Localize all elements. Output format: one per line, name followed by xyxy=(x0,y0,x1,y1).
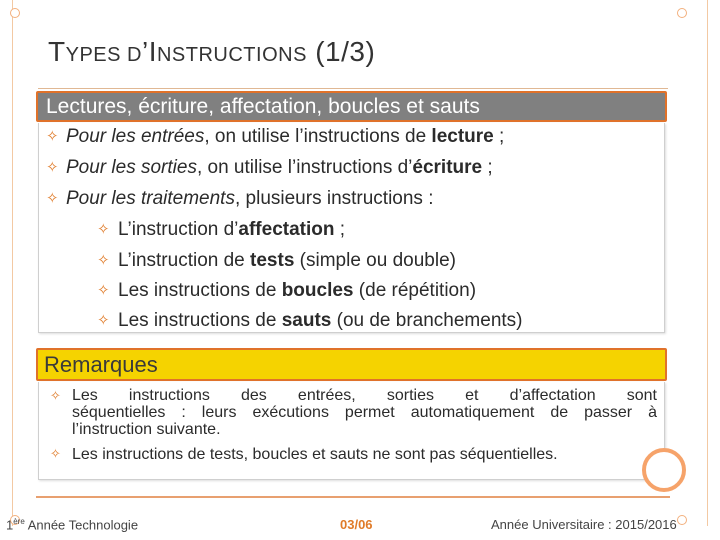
title-part: YPES D xyxy=(65,44,142,66)
title-part: ’I xyxy=(141,36,157,67)
corner-dot-icon xyxy=(677,8,687,18)
sub-bullet-item: L’instruction de tests (simple ou double) xyxy=(118,250,456,271)
remark-line: l’instruction suivante. xyxy=(72,421,221,438)
sub-bullet-item: Les instructions de boucles (de répétition) xyxy=(118,280,477,301)
remark-line: Les instructions de tests, boucles et sauts ne sont pas séquentielles. xyxy=(72,446,558,463)
corner-dot-icon xyxy=(10,8,20,18)
diamond-bullet-icon: ✧ xyxy=(97,252,110,269)
title-part: NSTRUCTIONS xyxy=(156,44,307,66)
diamond-bullet-icon: ✧ xyxy=(46,159,59,176)
bullet-item: Pour les traitements, plusieurs instructions : xyxy=(66,188,434,209)
bullet-item: Pour les sorties, on utilise l’instructions d’écriture ; xyxy=(66,157,493,178)
sub-bullet-item: Les instructions de sauts (ou de branchements) xyxy=(118,310,523,331)
footer-right: Année Universitaire : 2015/2016 xyxy=(491,517,677,532)
diamond-bullet-icon: ✧ xyxy=(50,388,61,403)
slide-title xyxy=(48,36,375,68)
remark-line: Les instructions des entrées, sorties et d’affectation sont xyxy=(72,387,657,404)
box-heading-remarques: Remarques xyxy=(36,348,667,381)
box-heading-lectures: Lectures, écriture, affectation, boucles et sauts xyxy=(36,91,667,122)
frame-left-border xyxy=(12,0,13,526)
sub-bullet-item: L’instruction d’affectation ; xyxy=(118,219,346,240)
title-part: (1/3) xyxy=(306,36,376,67)
footer-left: 1ère Année Technologie xyxy=(6,517,139,533)
diamond-bullet-icon: ✧ xyxy=(97,312,110,329)
title-underline xyxy=(38,88,668,89)
diamond-bullet-icon: ✧ xyxy=(97,221,110,238)
diamond-bullet-icon: ✧ xyxy=(46,128,59,145)
frame-right-border xyxy=(707,0,708,526)
diamond-bullet-icon: ✧ xyxy=(97,282,110,299)
title-part: T xyxy=(48,36,66,67)
diamond-bullet-icon: ✧ xyxy=(50,446,61,461)
page-number: 03/06 xyxy=(340,517,373,532)
decorative-circle-icon xyxy=(642,448,686,492)
remark-line: séquentielles : leurs exécutions permet automatiquement de passer à xyxy=(72,404,657,421)
corner-dot-icon xyxy=(677,515,687,525)
footer-divider xyxy=(36,496,670,498)
diamond-bullet-icon: ✧ xyxy=(46,190,59,207)
bullet-item: Pour les entrées, on utilise l’instructions de lecture ; xyxy=(66,126,505,147)
